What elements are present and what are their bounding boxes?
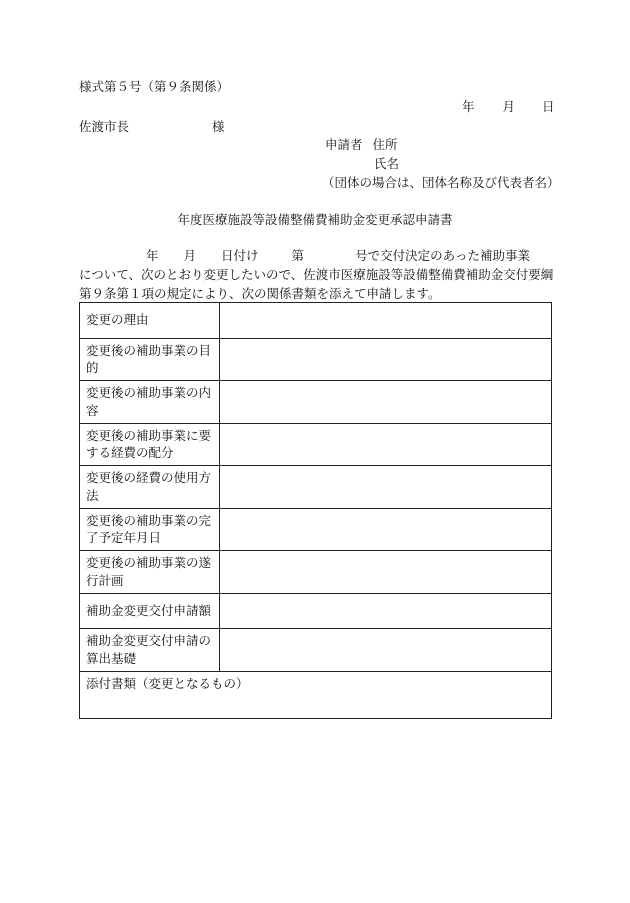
- body-paragraph: [79, 246, 554, 303]
- table-row: [80, 303, 552, 339]
- document-title: 年度医療施設等設備整備費補助金変更承認申請書: [177, 212, 453, 227]
- attachments-label: 添付書類（変更となるもの）: [86, 675, 249, 691]
- body-line-2: について、次のとおり変更したいので、佐渡市医療施設等設備整備費補助金交付要綱: [79, 267, 554, 283]
- row-label: 補助金変更交付申請額: [80, 593, 220, 629]
- addressee: 佐渡市長: [79, 119, 130, 134]
- row-label: 変更後の補助事業の内容: [80, 381, 220, 424]
- applicant-address-line: [325, 137, 398, 152]
- form-number-label: 様式第５号（第９条関係）: [79, 79, 230, 94]
- date-month-label: 月: [502, 99, 516, 114]
- body-line-1: 年 月 日付け 第 号で交付決定のあった補助事業: [146, 248, 530, 263]
- row-value-field[interactable]: [220, 593, 552, 629]
- row-value-field[interactable]: [220, 551, 552, 594]
- table-row: [80, 338, 552, 381]
- date-year-label: 年: [462, 99, 475, 114]
- attachments-field[interactable]: [80, 671, 552, 718]
- applicant-label: 申請者: [325, 137, 363, 152]
- row-value-field[interactable]: [220, 303, 552, 339]
- table-row: [80, 629, 552, 672]
- table-row: [80, 423, 552, 466]
- name-label: 氏名: [374, 156, 400, 171]
- row-label: 変更後の補助事業に要する経費の配分: [80, 423, 220, 466]
- table-row: [80, 551, 552, 594]
- table-row: [80, 593, 552, 629]
- row-value-field[interactable]: [220, 423, 552, 466]
- row-label: 補助金変更交付申請の算出基礎: [80, 629, 220, 672]
- row-label: 変更後の補助事業の目的: [80, 338, 220, 381]
- body-line-3: 第９条第１項の規定により、次の関係書類を添えて申請します。: [79, 286, 441, 302]
- group-note: （団体の場合は、団体名称及び代表者名）: [322, 175, 560, 190]
- honorific: 様: [212, 119, 225, 134]
- change-items-table: [79, 302, 552, 719]
- row-label: 変更後の経費の使用方法: [80, 466, 220, 509]
- table-row: [80, 508, 552, 551]
- date-line: [462, 99, 555, 114]
- table-row: [80, 466, 552, 509]
- row-value-field[interactable]: [220, 508, 552, 551]
- row-label: 変更後の補助事業の遂行計画: [80, 551, 220, 594]
- row-value-field[interactable]: [220, 629, 552, 672]
- row-label: 変更の理由: [80, 303, 220, 339]
- table-row: [80, 381, 552, 424]
- row-label: 変更後の補助事業の完了予定年月日: [80, 508, 220, 551]
- row-value-field[interactable]: [220, 338, 552, 381]
- row-value-field[interactable]: [220, 381, 552, 424]
- row-value-field[interactable]: [220, 466, 552, 509]
- address-label: 住所: [372, 137, 398, 152]
- date-day-label: 日: [542, 99, 555, 114]
- attachments-row: [80, 671, 552, 718]
